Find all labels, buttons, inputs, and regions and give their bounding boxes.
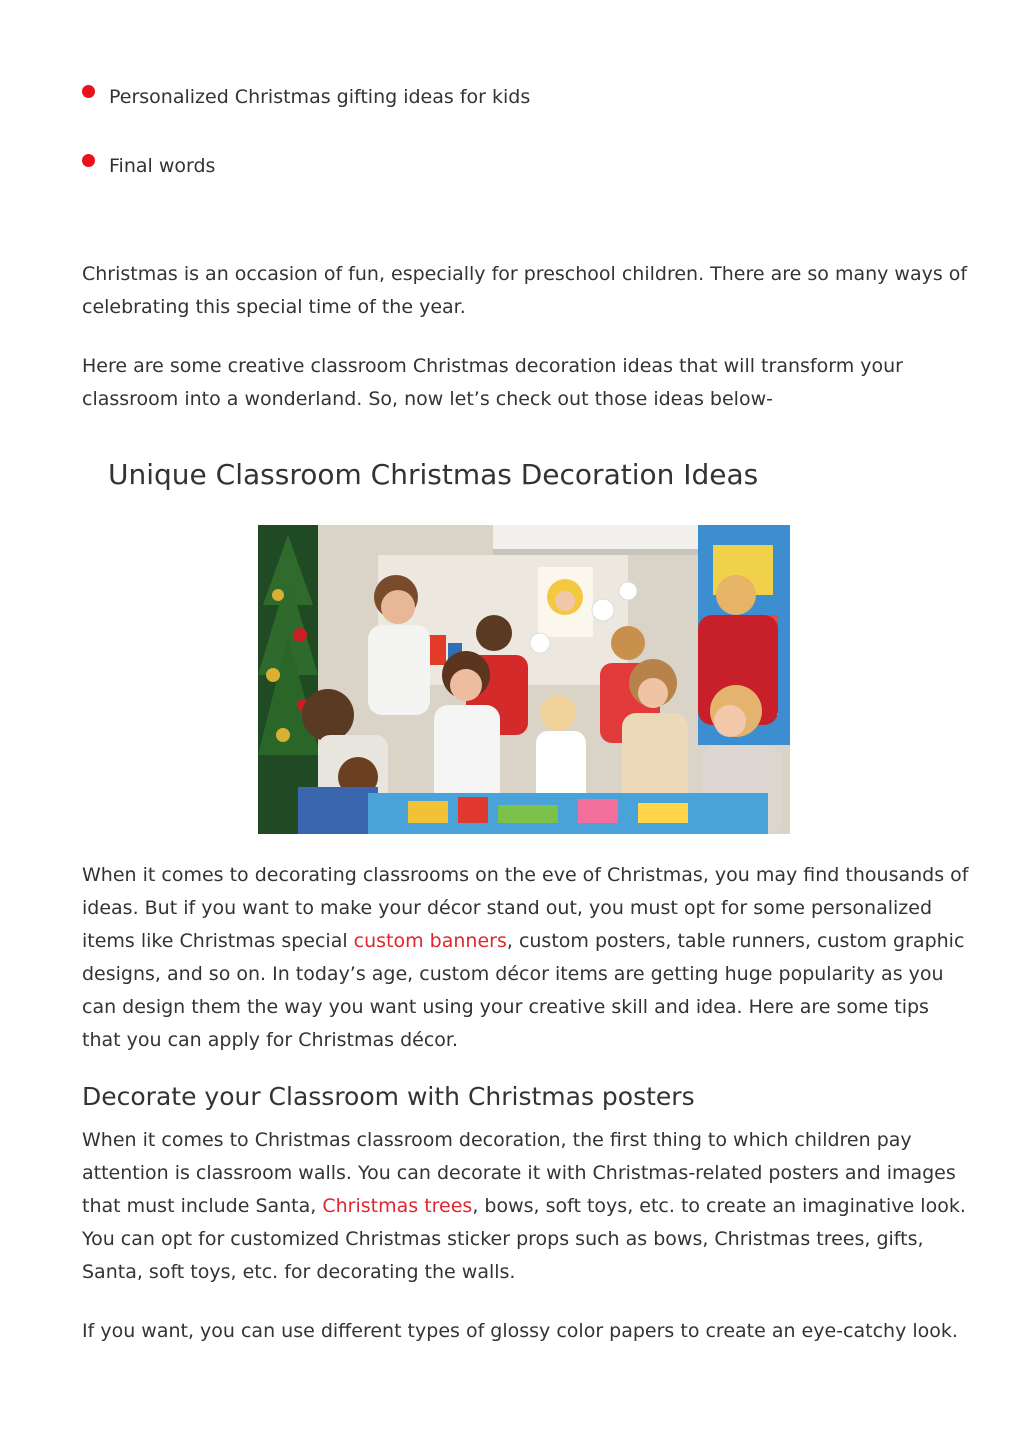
toc-item[interactable] (82, 84, 530, 110)
custom-banners-link[interactable]: custom banners (353, 930, 507, 952)
section1-paragraph: When it comes to decorating classrooms on the eve of Christmas, you may find thousands of ideas. But if you want to make your décor stand out, you must opt for some personalized items like Christmas special custom banners, custom posters, table runners, custom graphic designs, and so on. In today’s age, custom décor items are getting huge popularity as you can design them the way you want using your creative skill and idea. Here are some tips that you can apply for Christmas décor. (82, 864, 969, 1051)
toc-item[interactable] (82, 153, 530, 179)
table-of-contents (82, 84, 530, 179)
intro-paragraph-1: Christmas is an occasion of fun, especially for preschool children. There are so many ways of celebrating this special time of the year. (82, 263, 968, 318)
christmas-trees-link[interactable]: Christmas trees (322, 1195, 473, 1217)
bullet-dot-icon (82, 154, 95, 167)
toc-item-label[interactable]: Final words (109, 155, 216, 177)
toc-item-label[interactable]: Personalized Christmas gifting ideas for kids (109, 86, 531, 108)
bullet-dot-icon (82, 85, 95, 98)
section2-paragraph: When it comes to Christmas classroom decoration, the first thing to which children pay attention is classroom walls. You can decorate it with Christmas-related posters and images that must include Santa, Christmas trees, bows, soft toys, etc. to create an imaginative look. You can opt for customized Christmas sticker props such as bows, Christmas trees, gifts, Santa, soft toys, etc. for decorating the walls. (82, 1129, 966, 1283)
section-heading-decoration-ideas: Unique Classroom Christmas Decoration Ideas (108, 458, 759, 491)
classroom-christmas-photo (258, 525, 790, 834)
section2-paragraph-2: If you want, you can use different types of glossy color papers to create an eye-catchy look. (82, 1320, 958, 1342)
intro-paragraph-2: Here are some creative classroom Christmas decoration ideas that will transform your classroom into a wonderland. So, now let’s check out those ideas below- (82, 355, 903, 410)
section-heading-posters: Decorate your Classroom with Christmas posters (82, 1082, 695, 1111)
